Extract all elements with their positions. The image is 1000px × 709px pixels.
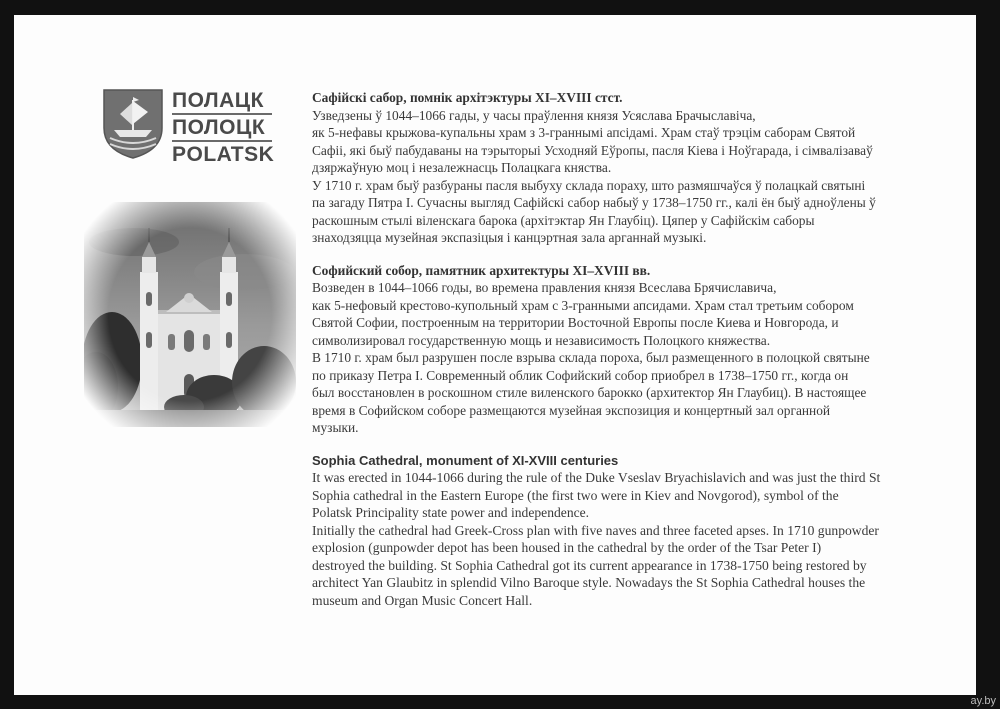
paragraph-line: Возведен в 1044–1066 годы, во времена правления князя Всеслава Брячиславича, [312,280,777,295]
paragraph-line: як 5-нефавы крыжова-купальны храм з 3-граннымі апсідамі. Храм стаў трэцім саборам Святой [312,125,856,140]
paragraph-line: Polatsk Principality state power and independence. [312,505,590,520]
city-name-be: ПОЛАЦК [172,89,264,112]
paragraph-line: У 1710 г. храм быў разбураны пасля выбуху склада пораху, што размяшчаўся ў полацкай святыні [312,177,866,193]
section-russian [312,262,952,437]
polatsk-logo [102,88,292,178]
section-title: Sophia Cathedral, monument of XI-XVIII centuries [312,452,619,468]
description-text [312,89,952,624]
paragraph-line: па загаду Пятра I. Сучасны выгляд Сафійскі сабор набыў у 1738–1750 гг., калі ён быў адноўлены ў [312,195,876,210]
paragraph-line: museum and Organ Music Concert Hall. [312,592,533,608]
paragraph-line: как 5-нефовый крестово-купольный храм с 3-гранными апсидами. Храм стал третьим собором [312,297,854,313]
cathedral-photo [84,202,296,427]
paragraph-line: Святой Софии, построенным на территории Восточной Европы после Киева и Новгорода, и [312,315,839,330]
paragraph-line: по приказу Петра I. Современный облик Софийский собор приобрел в 1738–1750 гг., когда он [312,367,849,383]
paragraph-line: дзяржаўную моц і незалежнасць Полацкага княства. [312,160,612,175]
paragraph-line: символизировал государственную мощь и независимость Полоцкого княжества. [312,332,771,348]
paragraph-line: explosion (gunpowder depot has been housed in the cathedral by the order of the Tsar Peter I) [312,540,822,555]
paragraph-line: музыки. [312,420,359,435]
paragraph-line: architect Yan Glaubitz in splendid Vilno Baroque style. Nowadays the St Sophia Cathedral houses the [312,575,866,590]
paragraph-line: destroyed the building. St Sophia Cathedral got its current appearance in 1738-1750 being restored by [312,557,867,573]
section-belarusian [312,89,952,247]
coat-of-arms-icon [102,88,164,160]
city-name-ru: ПОЛОЦК [172,116,266,139]
watermark: ay.by [970,695,996,707]
paragraph-line: время в Софийском соборе размещаются музейная экспозиция и концертный зал органной [312,402,831,418]
postcard [14,15,976,695]
section-english [312,452,952,610]
paragraph-line: В 1710 г. храм был разрушен после взрыва склада пороха, был размещенного в полоцкой святыне [312,350,870,365]
paragraph-line: Узведзены ў 1044–1066 гады, у часы праўлення князя Усяслава Брачыславіча, [312,107,756,123]
paragraph-line: знаходзяцца музейная экспазіцыя і канцэртная зала арганнай музыкі. [312,230,707,245]
paragraph-line: был восстановлен в роскошном стиле виленского барокко (архитектор Ян Глаубиц). В настоящее [312,385,867,400]
paragraph-line: раскошным стылі віленскага барока (архітэктар Ян Глаубіц). Цяпер у Сафійскім саборы [312,212,815,228]
city-names [172,90,292,166]
paragraph-line: Initially the cathedral had Greek-Cross plan with five naves and three faceted apses. In 1710 gunpowder [312,522,879,538]
divider [172,140,272,142]
section-title: Софийский собор, памятник архитектуры XI–XVIII вв. [312,262,651,278]
paragraph-line: It was erected in 1044-1066 during the rule of the Duke Vseslav Bryachislavich and was just the third St [312,470,881,485]
paragraph-line: Сафіі, які быў пабудаваны на тэрыторыі Усходняй Еўропы, пасля Кіева і Ноўгарада, і сімвалізаваў [312,142,873,158]
paragraph-line: Sophia cathedral in the Eastern Europe (the first two were in Kiev and Novgorod), symbol of the [312,487,839,503]
city-name-en: POLATSK [172,143,275,166]
divider [172,113,272,115]
section-title: Сафійскі сабор, помнік архітэктуры XI–XVIII стст. [312,90,623,105]
